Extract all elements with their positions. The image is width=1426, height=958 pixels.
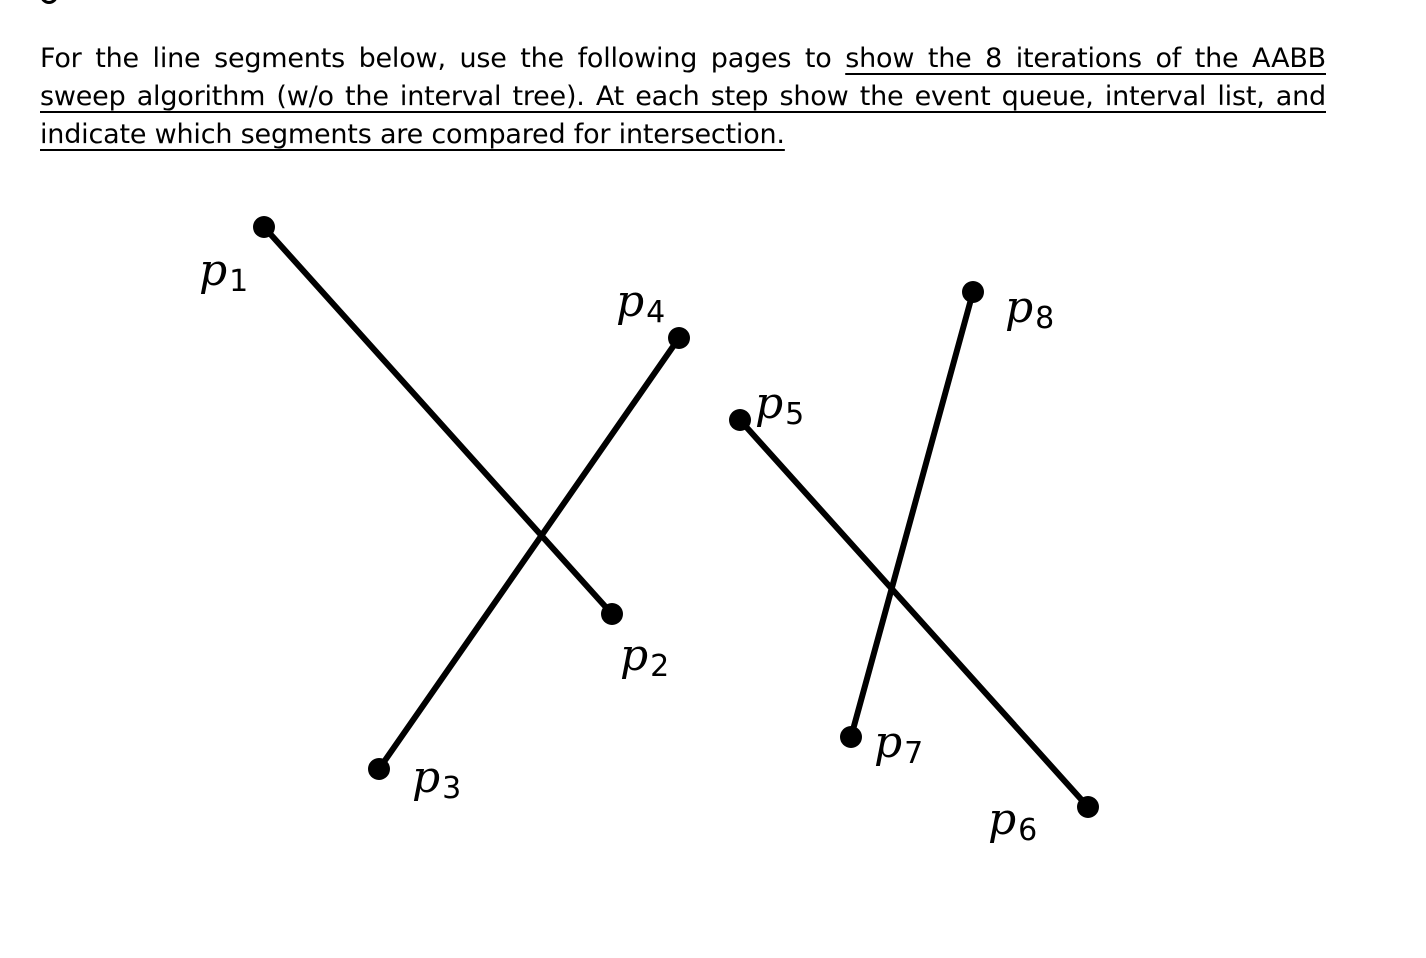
- label-letter: p: [620, 630, 649, 681]
- point-p1: [253, 216, 275, 238]
- label-subscript: 4: [646, 295, 666, 330]
- label-p3: [412, 752, 461, 806]
- label-p8: [1005, 282, 1054, 336]
- statement-lead: For the line segments below, use the following pages to: [40, 43, 846, 74]
- label-letter: p: [874, 717, 903, 768]
- label-subscript: 7: [904, 736, 924, 771]
- label-p1: [199, 245, 248, 299]
- point-p5: [729, 409, 751, 431]
- label-letter: p: [616, 276, 645, 327]
- label-letter: p: [412, 752, 441, 803]
- label-p4: [616, 276, 665, 330]
- label-letter: p: [1005, 282, 1034, 333]
- label-p5: [755, 378, 804, 432]
- label-subscript: 8: [1035, 301, 1055, 336]
- point-p4: [668, 327, 690, 349]
- label-subscript: 2: [650, 649, 670, 684]
- label-subscript: 1: [229, 264, 249, 299]
- label-p6: [988, 794, 1037, 848]
- statement-underlined: show the 8 iterations of the AABB sweep algorithm (w/o the interval tree). At each step show the event queue, interval list, and indicate which segments are compared for intersection.: [40, 43, 1326, 150]
- point-p2: [601, 603, 623, 625]
- label-subscript: 3: [442, 771, 462, 806]
- label-p2: [620, 630, 669, 684]
- segments-layer: [264, 227, 1088, 807]
- label-subscript: 6: [1018, 813, 1038, 848]
- point-p3: [368, 758, 390, 780]
- point-p7: [840, 726, 862, 748]
- segment-p7-p8: [851, 292, 973, 737]
- label-subscript: 5: [785, 397, 805, 432]
- label-letter: p: [199, 245, 228, 296]
- point-p6: [1077, 796, 1099, 818]
- label-letter: p: [755, 378, 784, 429]
- segment-p1-p2: [264, 227, 612, 614]
- label-letter: p: [988, 794, 1017, 845]
- label-p7: [874, 717, 923, 771]
- point-p8: [962, 281, 984, 303]
- labels-layer: [199, 245, 1054, 848]
